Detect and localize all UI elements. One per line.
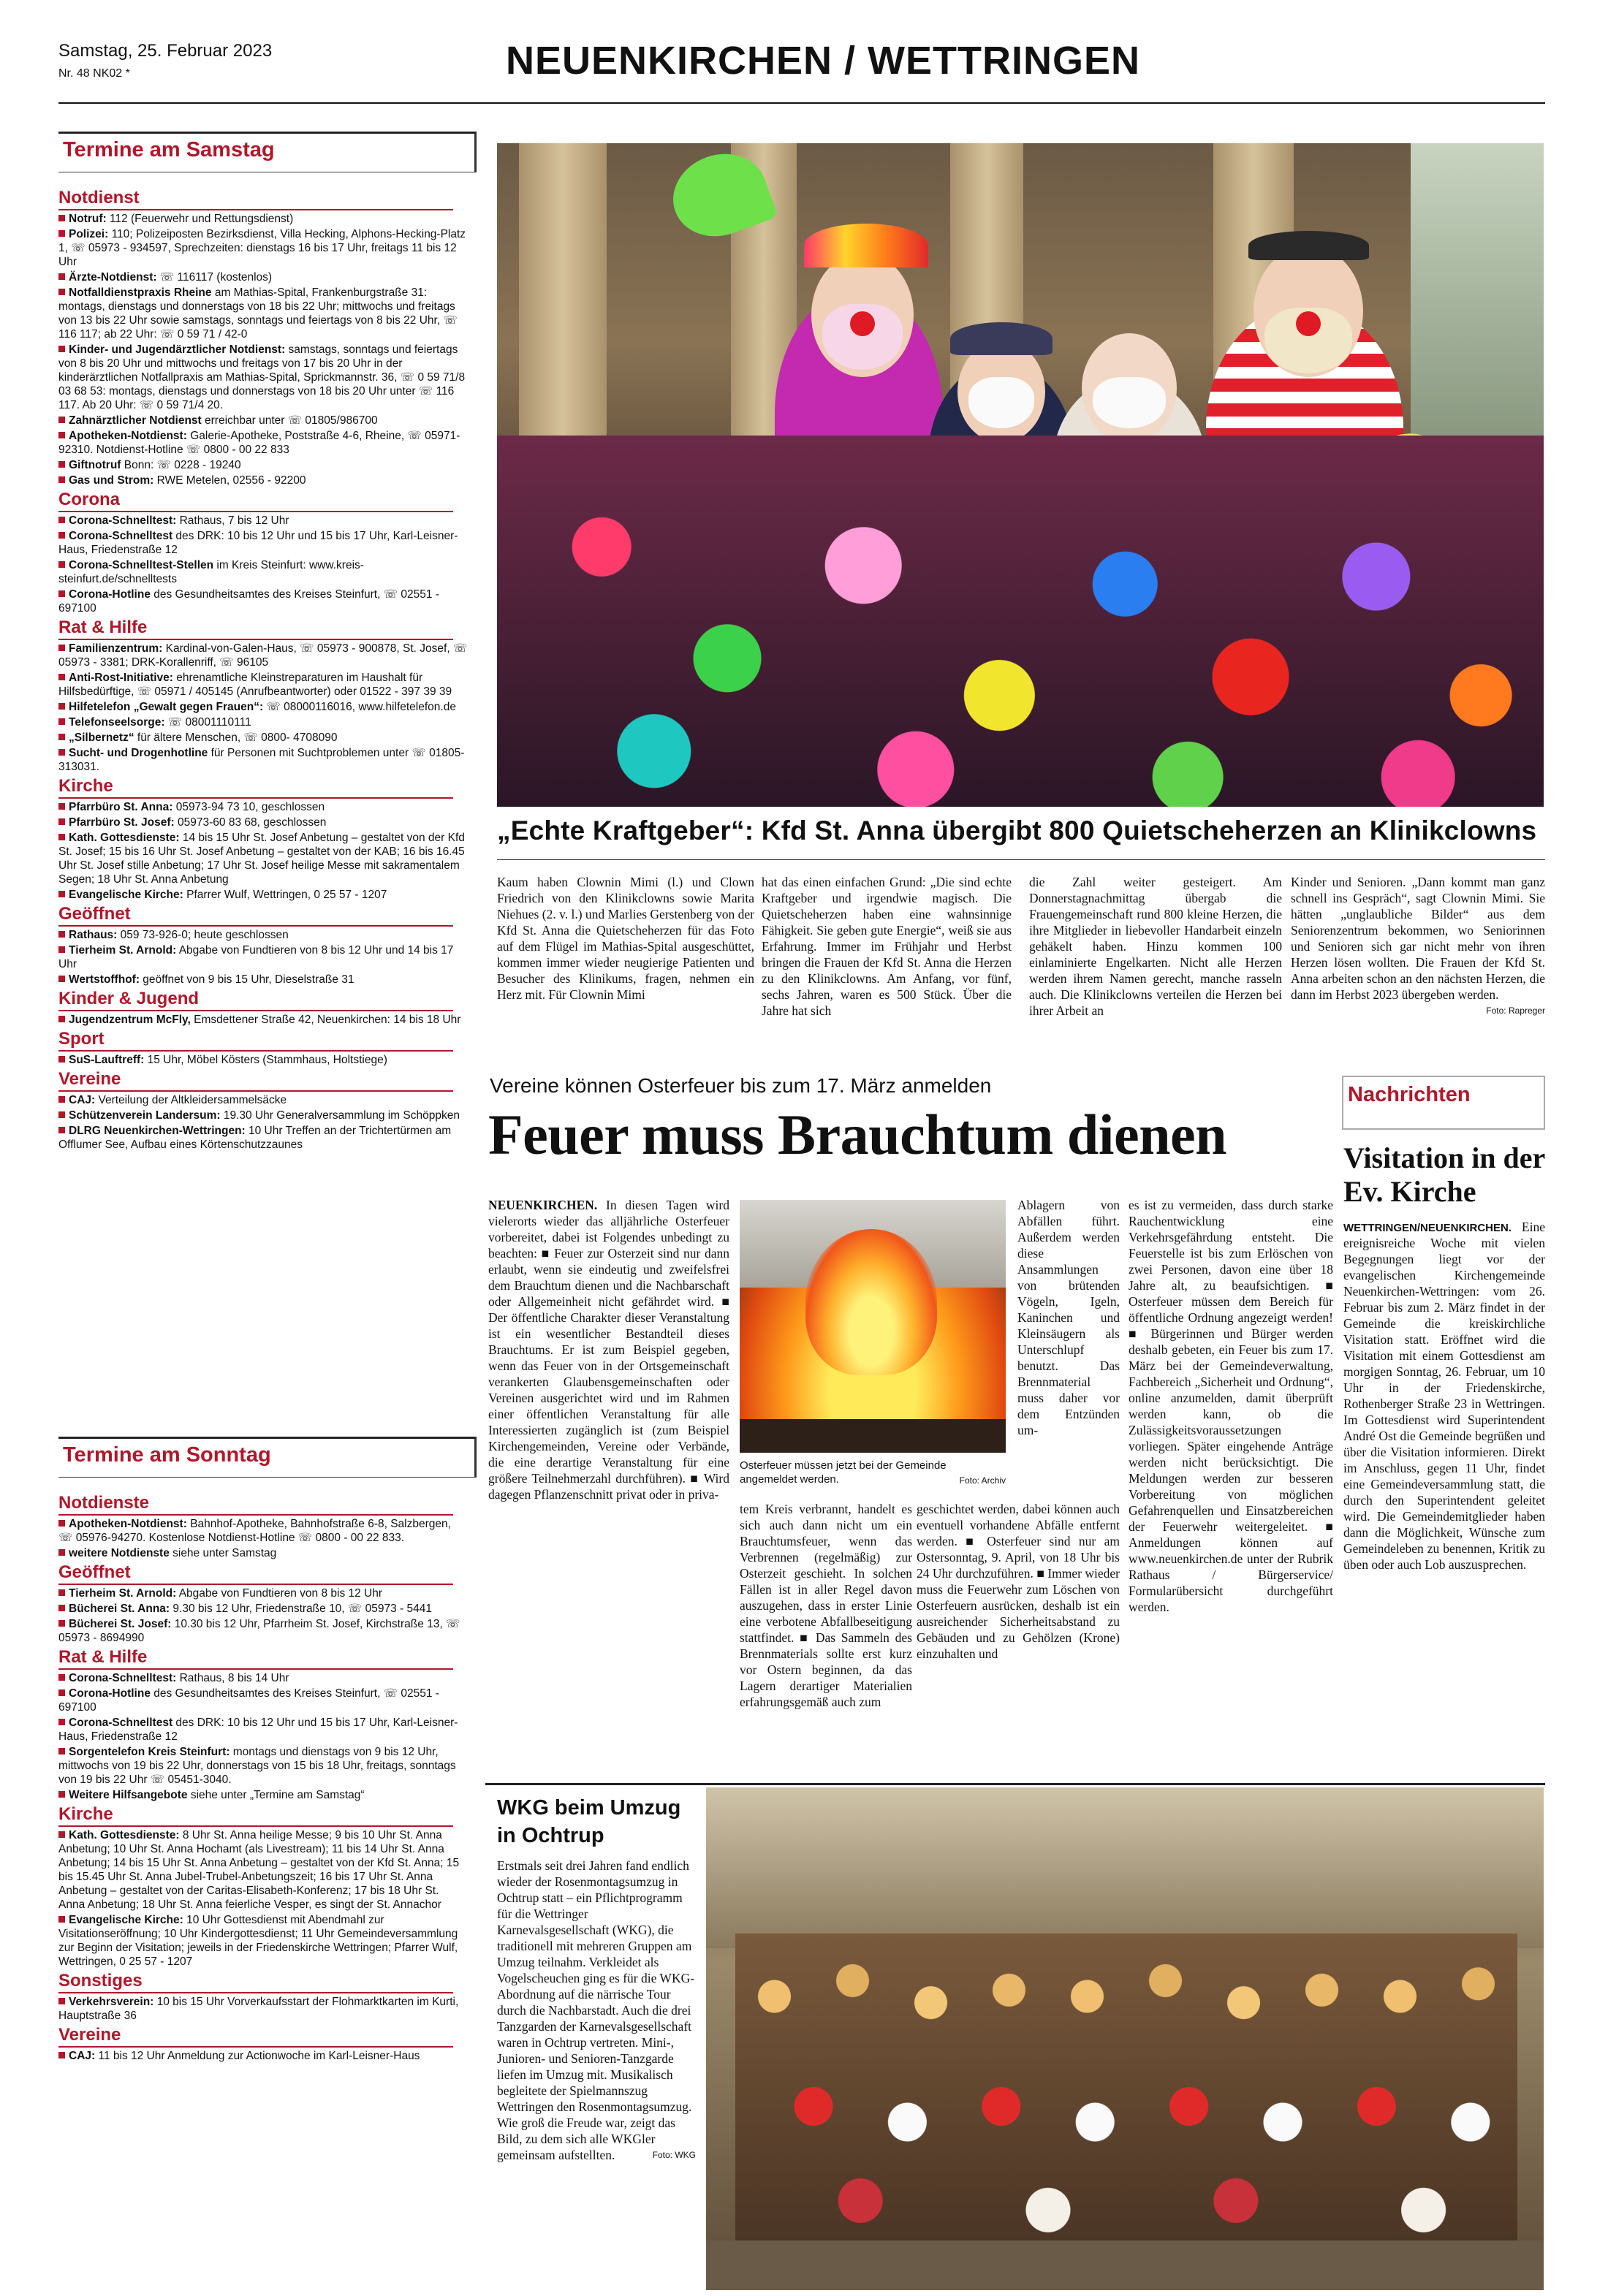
bullet-square-icon	[58, 803, 65, 810]
listing-entry-label: Jugendzentrum McFly,	[69, 1014, 191, 1026]
listing-entry-label: Giftnotruf	[69, 459, 121, 471]
listing-entry-text: Verteilung der Altkleidersammelsäcke	[95, 1094, 287, 1106]
listing-entry-label: „Silbernetz“	[69, 731, 134, 744]
listing-entry	[58, 700, 468, 714]
bullet-square-icon	[58, 1791, 65, 1798]
listing-entry-text: des Gesundheitsamtes des Kreises Steinfurt, ☏ 02551 - 697100	[58, 1687, 439, 1714]
listing-entry	[58, 1828, 468, 1912]
klinikclowns-photo	[497, 143, 1544, 807]
bullet-square-icon	[58, 674, 65, 680]
bullet-square-icon	[58, 517, 65, 523]
termine-sonntag-column	[58, 1437, 477, 2064]
listing-entry-text: im Kreis Steinfurt: www.kreis-steinfurt.de/schnelltests	[58, 559, 364, 585]
listing-entry-label: Telefonseelsorge:	[69, 716, 165, 729]
listing-entry-text: Pfarrer Wulf, Wettringen, 0 25 57 - 1207	[183, 889, 387, 901]
listing-entry-text: 15 Uhr, Möbel Kösters (Stammhaus, Holtstiege)	[144, 1054, 387, 1066]
listing-entry-label: Kinder- und Jugendärztlicher Notdienst:	[69, 343, 286, 356]
listing-entry-label: Rathaus:	[69, 929, 118, 941]
listing-entry-label: CAJ:	[69, 2050, 96, 2062]
listing-entry-text: ☏ 08001110111	[164, 716, 251, 729]
listing-entry-label: Sorgentelefon Kreis Steinfurt:	[69, 1746, 230, 1758]
lead-text-col-2: hat das einen einfachen Grund: „Die sind echte Kraftgeber und irgendwie magisch. Die Quietscheherzen haben eine wahnsinnige Fähigkeit. Sie geben gute Energie“, weiß sie aus Erfahrung. Immer im Frühjahr und Herbst bringen die Frauen der Kfd St. Anna die Herzen zu den Klinikclowns. Am Anfang, vor fünf, sechs Jahren, waren es 500 Stück. Über die Jahre hat sich	[762, 875, 1012, 1018]
listing-entry-label: Familienzentrum:	[69, 642, 163, 655]
listing-entry	[58, 973, 468, 987]
listing-entry	[58, 731, 468, 745]
listing-entry-text: siehe unter „Termine am Samstag“	[187, 1789, 365, 1801]
visitation-text-body: Eine ereignisreiche Woche mit vielen Begegnungen liegt vor der evangelischen Kirchengemeinde Neuenkirchen-Wettringen: vom 26. Februar bis zum 2. März findet in der Gemeinde die kreiskirchliche Visitation statt. Eröffnet wird die Visitation mit einem Gottesdienst am morgigen Sonntag, 26. Februar, um 10 Uhr in der Friedenskirche, Rothenberger Straße 23 in Wettringen. Im Gottesdienst wird Superintendent André Ost die Gemeinde begrüßen und über die Visitation informieren. Direkt im Anschluss, gegen 11 Uhr, findet eine Gemeindeversammlung statt, die durch den Superintendent geleitet wird. Die Gemeindemitglieder haben dann die Möglichkeit, Wünsche zum Gemeindeleben zu benennen, Kritik zu üben oder auch Lob auszusprechen.	[1343, 1220, 1545, 1572]
listing-entry	[58, 642, 468, 669]
listing-entry	[58, 1995, 468, 2023]
listing-entry-text: am Mathias-Spital, Frankenburgstraße 31: montags, dienstags und donnerstags von 18 bis 22 Uhr; mittwochs und freitags von 13 bis 22 Uhr sowie samstags, sonntags und feiertags von 8 bis 22 Uhr, ☏ 116 117; ab 22 Uhr: ☏ 0 59 71 / 42-0	[58, 286, 458, 341]
listing-entry	[58, 1124, 468, 1152]
listing-entry-text: Abgabe von Fundtieren von 8 bis 12 Uhr	[176, 1587, 383, 1600]
fire-text-col-2: tem Kreis verbrannt, handelt es sich auch dann nicht um ein Brauchtumsfeuer, wenn das Verbrennen (regelmäßig) zur Osterzeit geschieht. In solchen Fällen ist in aller Regel davon auszugehen, dass in erster Linie eine verbotene Abfallbeseitigung stattfindet. ■ Das Sammeln des Brennmaterials sollte erst kurz vor Ostern beginnen, da das Lagern derartiger Materialien erfahrungsgemäß auch zum	[740, 1502, 912, 1709]
listing-entry-text: 11 bis 12 Uhr Anmeldung zur Actionwoche im Karl-Leisner-Haus	[95, 2050, 420, 2062]
bullet-square-icon	[58, 834, 65, 840]
listing-entry-label: Corona-Schnelltest:	[69, 1672, 177, 1684]
section-heading: Notdienst	[58, 187, 453, 210]
listing-entry-label: Apotheken-Notdienst:	[69, 430, 187, 442]
listing-entry-label: Corona-Hotline	[69, 588, 151, 601]
bullet-square-icon	[58, 1127, 65, 1133]
listing-entry-text: 112 (Feuerwehr und Rettungsdienst)	[106, 213, 294, 225]
lead-text-col-1: Kaum haben Clownin Mimi (l.) und Clown Friedrich von den Klinikclowns sowie Marita Niehues (2. v. l.) und Marlies Gerstenberg von der Kfd St. Anna die Quietscheherzen für das Foto auf dem Flügel im Mathias-Spital ausgeschüttet, kommen immer wieder neugierige Patienten und Besucher des Klinikums, fragen, nehmen ein Herz mit. Für Clownin Mimi	[497, 875, 754, 1002]
listing-entry	[58, 212, 468, 226]
listing-entry	[58, 1093, 468, 1107]
listing-entry-text: geöffnet von 9 bis 15 Uhr, Dieselstraße 31	[140, 973, 354, 986]
section-heading: Vereine	[58, 1068, 453, 1092]
nachrichten-header	[1342, 1076, 1545, 1130]
listing-entry-label: Tierheim St. Arnold:	[69, 1587, 177, 1600]
bullet-square-icon	[58, 1748, 65, 1755]
listing-entry-label: Weitere Hilfsangebote	[69, 1789, 188, 1801]
listing-entry-text: Kardinal-von-Galen-Haus, ☏ 05973 - 900878, St. Josef, ☏ 05973 - 3381; DRK-Korallenriff, ☏ 96105	[58, 642, 468, 669]
visitation-headline: Visitation in der Ev. Kirche	[1343, 1141, 1545, 1208]
listing-entry-text: 10 bis 15 Uhr Vorverkaufsstart der Flohmarktkarten im Kurti, Hauptstraße 36	[58, 1996, 459, 2022]
listing-entry	[58, 1517, 468, 1545]
visitation-text	[1343, 1219, 1545, 1573]
listing-entry-label: Anti-Rost-Initiative:	[69, 672, 173, 684]
listing-entry-text: 10 Uhr Gottesdienst mit Abendmahl zur Visitationseröffnung; 10 Uhr Kindergottesdienst; 11 Uhr Gemeindeversammlung zur Beginn der Visitation; jeweils in der Friedenskirche Wettringen; Pfarrer Wulf, Wettringen, 0 25 57 - 1207	[58, 1914, 458, 1968]
listing-entry-text: 9.30 bis 12 Uhr, Friedenstraße 10, ☏ 05973 - 5441	[170, 1603, 432, 1615]
listing-entry	[58, 286, 468, 341]
listing-entry	[58, 1788, 468, 1802]
issue-date: Samstag, 25. Februar 2023	[58, 41, 273, 61]
listing-entry	[58, 671, 468, 699]
bullet-square-icon	[58, 230, 65, 237]
fire-text-col-4: es ist zu vermeiden, dass durch starke Rauchentwicklung eine Verkehrsgefährdung entsteht. Die Feuerstelle ist bis zum Erlöschen von zwei Personen, davon eine über 18 Jahre alt, zu beaufsichtigen. ■ Osterfeuer müssen dem Bereich für öffentliche Ordnung angezeigt werden! ■ Bürgerinnen und Bürger werden deshalb gebeten, ein Feuer bis zum 17. März bei der Gemeindeverwaltung, Fachbereich „Sicherheit und Ordnung“, online anzumelden, damit überprüft werden kann, ob die Zulässigkeitsvoraussetzungen vorliegen. Später eingehende Anträge werden nicht berücksichtigt. Die Meldungen werden zur besseren Vorbereitung von möglichen Gefahrenquellen und Einsatzbereichen der Feuerwehr weitergeleitet. ■ Anmeldungen können auf www.neuenkirchen.de unter der Rubrik Rathaus / Bürgerservice/ Formularübersicht durchgeführt werden.	[1129, 1198, 1333, 1614]
listing-entry-text: des DRK: 10 bis 12 Uhr und 15 bis 17 Uhr, Karl-Leisner-Haus, Friedenstraße 12	[58, 1717, 458, 1743]
bullet-square-icon	[58, 273, 65, 280]
listing-entry	[58, 588, 468, 615]
bullet-square-icon	[58, 1096, 65, 1103]
listing-entry	[58, 831, 468, 886]
listing-entry-text: Abgabe von Fundtieren von 8 bis 12 Uhr und 14 bis 17 Uhr	[58, 944, 454, 970]
termine-samstag-header	[58, 132, 477, 172]
visitation-dateline: WETTRINGEN/NEUENKIRCHEN.	[1343, 1222, 1512, 1234]
listing-entry-text: des DRK: 10 bis 12 Uhr und 15 bis 17 Uhr, Karl-Leisner-Haus, Friedenstraße 12	[58, 530, 458, 556]
listing-entry-text: Rathaus, 8 bis 14 Uhr	[176, 1672, 289, 1684]
listing-entry	[58, 1546, 468, 1560]
bullet-square-icon	[58, 1549, 65, 1556]
listing-entry-label: Corona-Schnelltest-Stellen	[69, 559, 214, 571]
lead-text-col-3: die Zahl weiter gesteigert. Am Donnerstagnachmittag übergab die Frauengemeinschaft rund 800 kleine Herzen, die ihre Mitglieder in liebevoller Handarbeit einzeln gehäkelt haben. Hinzu kommen 100 einlaminierte Engelkarten. Nicht alle Herzen werden ihrem Namen gerecht, manche rasseln auch. Die Klinikclowns verteilen die Herzen bei ihrer Arbeit an	[1029, 875, 1282, 1018]
listing-entry-label: SuS-Lauftreff:	[69, 1054, 145, 1066]
osterfeuer-photo	[740, 1200, 1006, 1453]
listing-entry	[58, 1053, 468, 1067]
listing-entry-label: Evangelische Kirche:	[69, 889, 183, 901]
fire-text-col-1-text: In diesen Tagen wird vielerorts wieder das alljährliche Osterfeuer vorbereitet, dabei ist Folgendes unbedingt zu beachten: ■ Feuer zur Osterzeit sind nur dann erlaubt, wenn sie eindeutig und zweifelsfrei dem Brauchtum dienen und die Nachbarschaft oder Allgemeinheit nicht gefährdet wird. ■ Der öffentliche Charakter dieser Veranstaltung ist ein wesentlicher Bestandteil dieses Brauchtums. Er ist zum Beispiel gegeben, wenn das Feuer von in der Ortsgemeinschaft verankerten Glaubensgemeinschaften oder Vereinen ausgerichtet wird und im Rahmen einer öffentlichen Veranstaltung für alle Interessierten zugänglich ist (zum Beispiel Kirchengemeinden, Vereine oder Verbände, die eine derartige Veranstaltung für eine größere Teilnehmerzahl durchführen). ■ Wird dagegen Pflanzenschnitt privat oder in priva-	[488, 1198, 729, 1502]
listing-entry-label: Corona-Schnelltest:	[69, 514, 177, 527]
bullet-square-icon	[58, 931, 65, 938]
bullet-square-icon	[58, 976, 65, 982]
listing-entry	[58, 343, 468, 412]
bullet-square-icon	[58, 946, 65, 953]
listing-entry-label: Zahnärztlicher Notdienst	[69, 414, 202, 427]
wkg-photo-credit: Foto: WKG	[652, 2150, 696, 2160]
listing-entry-text: Rathaus, 7 bis 12 Uhr	[176, 514, 289, 527]
wkg-group-photo	[706, 1787, 1544, 2290]
listing-entry-text: für ältere Menschen, ☏ 0800- 4708090	[134, 731, 338, 744]
listing-entry-label: Notruf:	[69, 213, 107, 225]
section-heading: Corona	[58, 489, 453, 512]
listing-entry-label: Apotheken-Notdienst:	[69, 1518, 187, 1530]
listing-entry	[58, 888, 468, 902]
listing-entry-label: Sucht- und Drogenhotline	[69, 747, 208, 759]
listing-entry-label: Ärzte-Notdienst:	[69, 271, 157, 284]
listing-entry	[58, 943, 468, 971]
section-heading: Rat & Hilfe	[58, 1646, 453, 1670]
listing-entry	[58, 800, 468, 814]
issue-number: Nr. 48 NK02 *	[58, 67, 130, 80]
listing-entry-text: Bahnhof-Apotheke, Bahnhofstraße 6-8, Salzbergen, ☏ 05976-94270. Kostenlose Notdienst-Hotline ☏ 0800 - 00 22 833.	[58, 1518, 451, 1544]
header-rule	[58, 102, 1545, 104]
bullet-square-icon	[58, 1719, 65, 1725]
listing-entry	[58, 715, 468, 729]
bullet-square-icon	[58, 532, 65, 539]
wkg-text-body: Erstmals seit drei Jahren fand endlich wieder der Rosenmontagsumzug in Ochtrup statt – ein Pflichtprogramm für die Wettringer Karnevalsgesellschaft (WKG), die traditionell mit mehreren Gruppen am Umzug teilnahm. Verkleidet als Vogelscheuchen ging es für die WKG-Abordnung auf die närrische Tour durch die Nachbarstadt. Auch die drei Tanzgarden der Karnevalsgesellschaft waren in Ochtrup vertreten. Mini-, Junioren- und Senioren-Tanzgarde liefen im Umzug mit. Musikalisch begleitete der Spielmannszug Wettringen den Rosenmontagsumzug. Wie groß die Freude war, zeigt das Bild, zu dem sich alle WKGler gemeinsam aufstellten.	[497, 1858, 695, 2162]
termine-samstag-title: Termine am Samstag	[63, 138, 275, 161]
section-heading: Kirche	[58, 775, 453, 799]
listing-entry-label: Pfarrbüro St. Anna:	[69, 801, 173, 813]
section-heading: Vereine	[58, 2024, 453, 2048]
bullet-square-icon	[58, 2052, 65, 2059]
bullet-square-icon	[58, 590, 65, 597]
section-heading: Kirche	[58, 1803, 453, 1827]
listing-entry-text: für Personen mit Suchtproblemen unter ☏ 01805-313031.	[58, 747, 465, 773]
wkg-headline: WKG beim Umzug in Ochtrup	[497, 1796, 681, 1847]
listing-entry-text: 10.30 bis 12 Uhr, Pfarrheim St. Josef, Kirchstraße 13, ☏ 05973 - 8694990	[58, 1618, 460, 1644]
bullet-square-icon	[58, 561, 65, 568]
bullet-square-icon	[58, 1674, 65, 1681]
bullet-square-icon	[58, 432, 65, 438]
nachrichten-label: Nachrichten	[1348, 1083, 1471, 1106]
listing-entry-label: Pfarrbüro St. Josef:	[69, 816, 175, 829]
listing-entry-text: ☏ 08000116016, www.hilfetelefon.de	[263, 701, 456, 713]
listing-entry-label: Corona-Hotline	[69, 1687, 151, 1700]
bullet-square-icon	[58, 289, 65, 295]
listing-entry-text: samstags, sonntags und feiertags von 8 bis 20 Uhr und mittwochs und freitags von 17 bis 20 Uhr in der kinderärztlichen Notfallpraxis am Mathias-Spital, Sprickmannstr. 36, ☏ 0 59 71/8 03 68 53: montags, dienstags und donnerstags von 18 bis 20 Uhr unter ☏ 116 117. Ab 20 Uhr: ☏ 0 59 71/4 20.	[58, 343, 466, 411]
listing-entry-text: ehrenamtliche Kleinstreparaturen im Haushalt für Hilfsbedürftige, ☏ 05971 / 405145 (Anrufbeantworter) oder 01522 - 397 39 39	[58, 672, 452, 698]
listing-entry-text: Emsdettener Straße 42, Neuenkirchen: 14 bis 18 Uhr	[190, 1014, 461, 1026]
termine-sonntag-header	[58, 1437, 477, 1478]
section-heading: Sport	[58, 1028, 453, 1052]
listing-entry	[58, 458, 468, 472]
bullet-square-icon	[58, 1520, 65, 1527]
bullet-square-icon	[58, 1998, 65, 2004]
listing-entry	[58, 746, 468, 774]
bullet-square-icon	[58, 818, 65, 825]
bullet-square-icon	[58, 346, 65, 352]
lead-headline: „Echte Kraftgeber“: Kfd St. Anna übergibt 800 Quietscheherzen an Klinikclowns	[497, 816, 1537, 845]
listing-entry-label: CAJ:	[69, 1094, 96, 1106]
bullet-square-icon	[58, 1589, 65, 1596]
lead-text-col-4	[1291, 874, 1545, 1016]
section-heading: Rat & Hilfe	[58, 617, 453, 640]
page-title: NEUENKIRCHEN / WETTRINGEN	[506, 39, 1141, 83]
listing-entry	[58, 1745, 468, 1787]
fire-caption	[740, 1459, 1006, 1486]
bullet-square-icon	[58, 476, 65, 483]
fire-text-col-1	[488, 1197, 729, 1502]
listing-entry	[58, 1617, 468, 1645]
section-heading: Sonstiges	[58, 1970, 453, 1993]
listing-entry-text: 110; Polizeiposten Bezirksdienst, Villa Hecking, Alphons-Hecking-Platz 1, ☏ 05973 - 934597, Sprechzeiten: dienstags 16 bis 17 Uhr, freitags 11 bis 12 Uhr	[58, 228, 466, 268]
listing-entry-text: des Gesundheitsamtes des Kreises Steinfurt, ☏ 02551 - 697100	[58, 588, 439, 615]
section-heading: Notdienste	[58, 1492, 453, 1516]
listing-entry-label: weitere Notdienste	[69, 1547, 170, 1559]
listing-entry-label: DLRG Neuenkirchen-Wettringen:	[69, 1125, 246, 1137]
listing-entry	[58, 1687, 468, 1714]
listing-entry-label: Kath. Gottesdienste:	[69, 832, 180, 844]
termine-sonntag-list	[58, 1492, 477, 2063]
fire-photo-credit: Foto: Archiv	[959, 1475, 1006, 1486]
listing-entry	[58, 514, 468, 528]
fire-text-col-3b: geschichtet werden, dabei können auch eventuell vorhandene Abfälle entfernt werden. ■ Osterfeuer sind nur am Ostersonntag, 9. April, von 18 Uhr bis 24 Uhr durchzuführen. ■ Immer wieder muss die Feuerwehr zum Löschen von Osterfeuern ausrücken, deshalb ist ein ausreichender Sicherheitsabstand zu Gebäuden und zu Gehölzen (Krone) einzuhalten und	[917, 1502, 1120, 1661]
termine-samstag-column	[58, 132, 477, 1152]
listing-entry-label: Wertstoffhof:	[69, 973, 140, 986]
listing-entry-label: Hilfetelefon „Gewalt gegen Frauen“:	[69, 701, 264, 713]
bullet-square-icon	[58, 215, 65, 221]
lead-rule	[497, 859, 1545, 860]
listing-entry	[58, 414, 468, 427]
listing-entry-text: 10 Uhr Treffen an der Trichtertürmen am Offlumer See, Aufbau eines Körtenschutzzaunes	[58, 1125, 452, 1151]
bullet-square-icon	[58, 1916, 65, 1923]
lead-text-col-4-text: Kinder und Senioren. „Dann kommt man ganz schnell ins Gespräch“, sagt Clownin Mimi. Sie hätten „unglaubliche Bilder“ aus dem Seniorenzentrum bekommen, wo Seniorinnen und Senioren sich gar nicht mehr von ihren Herzen lösen wollten. Die Frauen der Kfd St. Anna arbeiten schon an den nächsten Herzen, die dann im Herbst 2023 übergeben werden.	[1291, 875, 1545, 1002]
bullet-square-icon	[58, 734, 65, 740]
listing-entry-text: ☏ 116117 (kostenlos)	[156, 271, 273, 284]
listing-entry	[58, 1109, 468, 1122]
listing-entry	[58, 1602, 468, 1616]
listing-entry-label: Gas und Strom:	[69, 474, 154, 487]
listing-entry	[58, 1671, 468, 1685]
listing-entry-text: 05973-60 83 68, geschlossen	[174, 816, 327, 829]
fire-caption-text: Osterfeuer müssen jetzt bei der Gemeinde angemeldet werden.	[740, 1459, 947, 1486]
listing-entry	[58, 1013, 468, 1027]
listing-entry-text: 059 73-926-0; heute geschlossen	[117, 929, 289, 941]
listing-entry-label: Corona-Schnelltest	[69, 1717, 173, 1729]
listing-entry	[58, 429, 468, 457]
wkg-text	[497, 1858, 696, 2163]
fire-kicker: Vereine können Osterfeuer bis zum 17. März anmelden	[490, 1074, 992, 1097]
bullet-square-icon	[58, 1831, 65, 1838]
listing-entry	[58, 529, 468, 557]
listing-entry	[58, 1913, 468, 1969]
listing-entry	[58, 270, 468, 284]
listing-entry-text: 05973-94 73 10, geschlossen	[172, 801, 325, 813]
listing-entry-label: Polizei:	[69, 228, 109, 240]
listing-entry-label: Bücherei St. Anna:	[69, 1603, 170, 1615]
listing-entry-text: siehe unter Samstag	[169, 1547, 277, 1559]
listing-entry	[58, 558, 468, 586]
termine-sonntag-title: Termine am Sonntag	[63, 1443, 271, 1467]
listing-entry-text: montags und dienstags von 9 bis 12 Uhr, mittwochs von 19 bis 22 Uhr, donnerstags von 15 bis 18 Uhr, freitags, sonntags von 19 bis 22 Uhr ☏ 05451-3040.	[58, 1746, 456, 1786]
listing-entry-text: erreichbar unter ☏ 01805/986700	[201, 414, 378, 427]
bullet-square-icon	[58, 1056, 65, 1063]
listing-entry-text: 19.30 Uhr Generalversammlung im Schöppken	[220, 1109, 460, 1122]
fire-text-col-3a: Ablagern von Abfällen führt. Außerdem werden diese Ansammlungen von brütenden Vögeln, Igeln, Kaninchen und Kleinsäugern als Unterschlupf benutzt. Das Brennmaterial muss daher vor dem Entzünden um-	[1017, 1198, 1120, 1437]
listing-entry-text: RWE Metelen, 02556 - 92200	[153, 474, 306, 487]
listing-entry	[58, 227, 468, 269]
listing-entry-label: Evangelische Kirche:	[69, 1914, 183, 1926]
listing-entry	[58, 1586, 468, 1600]
bullet-square-icon	[58, 1620, 65, 1627]
listing-entry-label: Notfalldienstpraxis Rheine	[69, 286, 212, 299]
bullet-square-icon	[58, 891, 65, 897]
listing-entry-text: 14 bis 15 Uhr St. Josef Anbetung – gestaltet von der Kfd St. Josef; 15 bis 16 Uhr St. Josef Anbetung – gestaltet von der KAB; 16 bis 16.45 Uhr St. Josef stille Anbetung; 17 Uhr St. Josef heilige Messe mit sakramentalem Segen; 18 Uhr St. Anna Anbetung	[58, 832, 465, 886]
listing-entry-label: Verkehrsverein:	[69, 1996, 154, 2008]
listing-entry-label: Bücherei St. Josef:	[69, 1618, 172, 1630]
listing-entry	[58, 928, 468, 942]
listing-entry	[58, 816, 468, 829]
bullet-square-icon	[58, 1111, 65, 1118]
bullet-square-icon	[58, 417, 65, 423]
fire-dateline: NEUENKIRCHEN.	[488, 1198, 598, 1212]
lead-photo-credit: Foto: Rapreger	[1486, 1006, 1545, 1016]
listing-entry-text: 8 Uhr St. Anna heilige Messe; 9 bis 10 Uhr St. Anna Anbetung; 10 Uhr St. Anna Hochamt (als Livestream); 11 bis 14 Uhr St. Anna Anbetung; 14 bis 15 Uhr St. Anna Anbetung – gestaltet von der Kfd St. Anna; 15 bis 15.45 Uhr St. Anna Jubel-Trubel-Anbetungszeit; 16 bis 17 Uhr St. Anna Anbetung – gestaltet von der Caritas-Elisabeth-Konferenz; 17 bis 18 Uhr St. Anna Anbetung; 18 Uhr St. Anna feierliche Vesper, es singt der St. Annachor	[58, 1829, 460, 1911]
bullet-square-icon	[58, 1689, 65, 1696]
termine-samstag-list	[58, 187, 477, 1152]
listing-entry	[58, 474, 468, 487]
listing-entry	[58, 2049, 468, 2063]
listing-entry-label: Tierheim St. Arnold:	[69, 944, 177, 957]
fire-headline: Feuer muss Brauchtum dienen	[488, 1103, 1226, 1166]
bullet-square-icon	[58, 749, 65, 756]
listing-entry-text: Bonn: ☏ 0228 - 19240	[121, 459, 241, 471]
section-heading: Geöffnet	[58, 903, 453, 927]
bullet-square-icon	[58, 1016, 65, 1022]
listing-entry-label: Corona-Schnelltest	[69, 530, 173, 542]
listing-entry-label: Schützenverein Landersum:	[69, 1109, 221, 1122]
section-heading: Geöffnet	[58, 1562, 453, 1585]
bullet-square-icon	[58, 703, 65, 710]
bullet-square-icon	[58, 461, 65, 468]
bullet-square-icon	[58, 645, 65, 651]
bullet-square-icon	[58, 718, 65, 725]
listing-entry-text: Galerie-Apotheke, Poststraße 4-6, Rheine, ☏ 05971-92310. Notdienst-Hotline ☏ 0800 - 00 22 833	[58, 430, 460, 456]
listing-entry	[58, 1716, 468, 1744]
listing-entry-label: Kath. Gottesdienste:	[69, 1829, 180, 1841]
bullet-square-icon	[58, 1605, 65, 1611]
section-heading: Kinder & Jugend	[58, 988, 453, 1011]
